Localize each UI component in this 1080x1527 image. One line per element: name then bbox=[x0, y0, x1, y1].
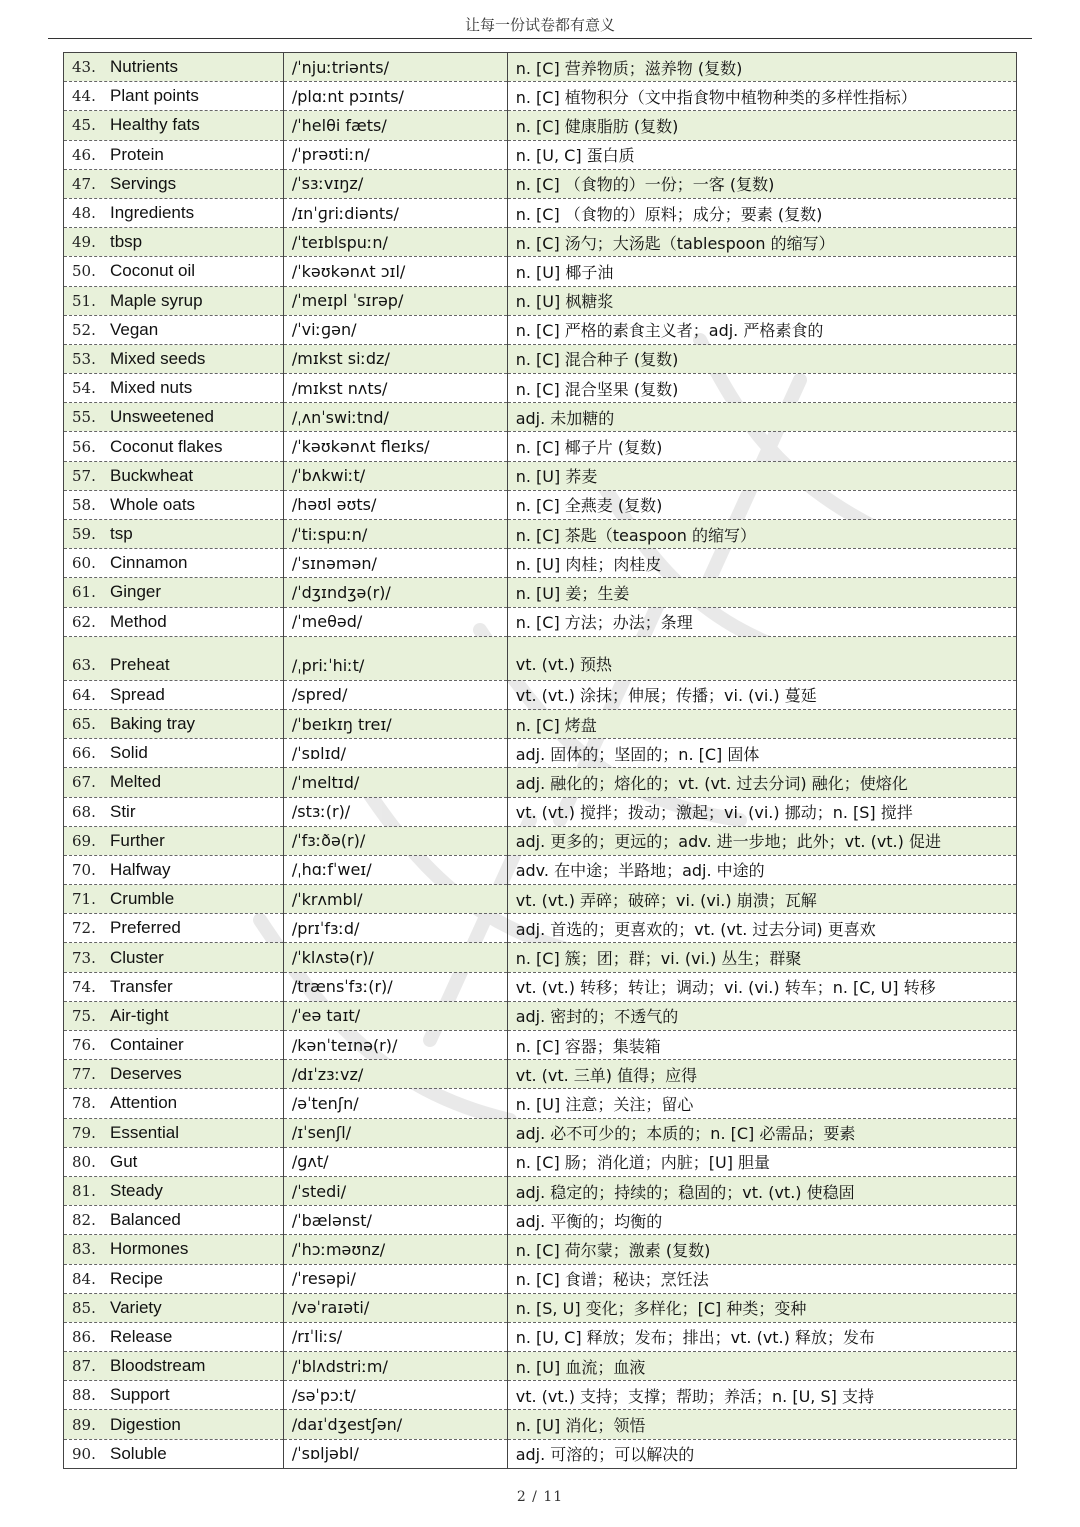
row-number: 64. bbox=[72, 685, 96, 704]
table-row bbox=[64, 739, 1017, 768]
row-number: 90. bbox=[72, 1444, 96, 1463]
word-cell bbox=[64, 169, 284, 198]
table-row bbox=[64, 636, 1017, 680]
row-number: 48. bbox=[72, 204, 96, 223]
phonetic-cell: /ˈkrʌmbl/ bbox=[283, 885, 507, 914]
phonetic-cell: /mɪkst siːdz/ bbox=[283, 344, 507, 373]
row-number: 78. bbox=[72, 1094, 96, 1113]
definition-cell: adj. 平衡的；均衡的 bbox=[507, 1206, 1016, 1235]
phonetic-cell: /ˈeə taɪt/ bbox=[283, 1001, 507, 1030]
table-row bbox=[64, 607, 1017, 636]
vocabulary-table-body bbox=[64, 53, 1017, 1469]
word-cell bbox=[64, 432, 284, 461]
vocab-word: Buckwheat bbox=[110, 465, 194, 485]
word-cell bbox=[64, 1089, 284, 1118]
vocab-word: Protein bbox=[110, 144, 164, 164]
word-cell bbox=[64, 53, 284, 82]
word-cell bbox=[64, 140, 284, 169]
phonetic-cell: /ˌʌnˈswiːtnd/ bbox=[283, 403, 507, 432]
definition-cell: n. [C] 容器；集装箱 bbox=[507, 1031, 1016, 1060]
row-number: 69. bbox=[72, 831, 96, 850]
table-row bbox=[64, 111, 1017, 140]
word-cell bbox=[64, 1176, 284, 1205]
vocab-word: Stir bbox=[110, 801, 136, 821]
vocab-word: Cluster bbox=[110, 947, 164, 967]
phonetic-cell: /ˈmeɪpl ˈsɪrəp/ bbox=[283, 286, 507, 315]
definition-cell: adj. 可溶的；可以解决的 bbox=[507, 1439, 1016, 1468]
row-number: 61. bbox=[72, 583, 96, 602]
table-row bbox=[64, 1118, 1017, 1147]
word-cell bbox=[64, 739, 284, 768]
row-number: 47. bbox=[72, 174, 96, 193]
definition-cell: adj. 固体的；坚固的；n. [C] 固体 bbox=[507, 739, 1016, 768]
phonetic-cell: /rɪˈliːs/ bbox=[283, 1322, 507, 1351]
phonetic-cell: /mɪkst nʌts/ bbox=[283, 374, 507, 403]
row-number: 57. bbox=[72, 466, 96, 485]
phonetic-cell: /dɪˈzɜːvz/ bbox=[283, 1060, 507, 1089]
definition-cell: n. [C] 肠；消化道；内脏；[U] 胆量 bbox=[507, 1147, 1016, 1176]
vocab-word: Steady bbox=[110, 1181, 163, 1201]
phonetic-cell: /ˈresəpi/ bbox=[283, 1264, 507, 1293]
table-row bbox=[64, 169, 1017, 198]
definition-cell: n. [C] 食谱；秘诀；烹饪法 bbox=[507, 1264, 1016, 1293]
definition-cell: n. [U, C] 蛋白质 bbox=[507, 140, 1016, 169]
word-cell bbox=[64, 490, 284, 519]
table-row bbox=[64, 1147, 1017, 1176]
word-cell bbox=[64, 257, 284, 286]
row-number: 81. bbox=[72, 1182, 96, 1201]
phonetic-cell: /ˈbælənst/ bbox=[283, 1206, 507, 1235]
phonetic-cell: /ˈsɒljəbl/ bbox=[283, 1439, 507, 1468]
vocab-word: Coconut flakes bbox=[110, 436, 223, 456]
phonetic-cell: /ˈklʌstə(r)/ bbox=[283, 943, 507, 972]
vocab-word: Cinnamon bbox=[110, 553, 188, 573]
word-cell bbox=[64, 403, 284, 432]
page-header-title: 让每一份试卷都有意义 bbox=[464, 16, 615, 34]
word-cell bbox=[64, 1118, 284, 1147]
page-number: 2 / 11 bbox=[516, 1489, 564, 1505]
phonetic-cell: /stɜː(r)/ bbox=[283, 797, 507, 826]
definition-cell: n. [U] 姜；生姜 bbox=[507, 578, 1016, 607]
definition-cell: vt. (vt.) 转移；转让；调动；vi. (vi.) 转车；n. [C, U] 转移 bbox=[507, 972, 1016, 1001]
definition-cell: n. [C] 严格的素食主义者；adj. 严格素食的 bbox=[507, 315, 1016, 344]
phonetic-cell: /ˈdʒɪndʒə(r)/ bbox=[283, 578, 507, 607]
word-cell bbox=[64, 1322, 284, 1351]
word-cell bbox=[64, 943, 284, 972]
phonetic-cell: /ˈbʌkwiːt/ bbox=[283, 461, 507, 490]
word-cell bbox=[64, 768, 284, 797]
definition-cell: adj. 必不可少的；本质的；n. [C] 必需品；要素 bbox=[507, 1118, 1016, 1147]
definition-cell: vt. (vt.) 弄碎；破碎；vi. (vi.) 崩溃；瓦解 bbox=[507, 885, 1016, 914]
word-cell bbox=[64, 111, 284, 140]
word-cell bbox=[64, 855, 284, 884]
definition-cell: n. [C] 方法；办法；条理 bbox=[507, 607, 1016, 636]
phonetic-cell: /ˈtiːspuːn/ bbox=[283, 520, 507, 549]
table-row bbox=[64, 943, 1017, 972]
row-number: 77. bbox=[72, 1065, 96, 1084]
definition-cell: n. [U] 枫糖浆 bbox=[507, 286, 1016, 315]
definition-cell: n. [C] 椰子片 (复数) bbox=[507, 432, 1016, 461]
vocab-word: Soluble bbox=[110, 1443, 167, 1463]
row-number: 66. bbox=[72, 744, 96, 763]
row-number: 71. bbox=[72, 890, 96, 909]
table-row bbox=[64, 490, 1017, 519]
table-row bbox=[64, 1176, 1017, 1205]
row-number: 46. bbox=[72, 145, 96, 164]
definition-cell: n. [C] 全燕麦 (复数) bbox=[507, 490, 1016, 519]
definition-cell: vt. (vt.) 预热 bbox=[507, 636, 1016, 680]
definition-cell: n. [U] 荞麦 bbox=[507, 461, 1016, 490]
word-cell bbox=[64, 680, 284, 709]
definition-cell: n. [U] 注意；关注；留心 bbox=[507, 1089, 1016, 1118]
row-number: 49. bbox=[72, 233, 96, 252]
vocab-word: Ingredients bbox=[110, 203, 195, 223]
table-row bbox=[64, 680, 1017, 709]
phonetic-cell: /ɪˈsenʃl/ bbox=[283, 1118, 507, 1147]
table-row bbox=[64, 1264, 1017, 1293]
row-number: 62. bbox=[72, 612, 96, 631]
vocab-word: Deserves bbox=[110, 1064, 182, 1084]
vocab-word: tsp bbox=[110, 524, 133, 544]
row-number: 53. bbox=[72, 349, 96, 368]
table-row bbox=[64, 1439, 1017, 1468]
word-cell bbox=[64, 914, 284, 943]
definition-cell: n. [C] 烤盘 bbox=[507, 709, 1016, 738]
table-row bbox=[64, 374, 1017, 403]
word-cell bbox=[64, 1439, 284, 1468]
table-row bbox=[64, 315, 1017, 344]
word-cell bbox=[64, 1235, 284, 1264]
phonetic-cell: /plɑːnt pɔɪnts/ bbox=[283, 82, 507, 111]
definition-cell: n. [C] （食物的）一份；一客 (复数) bbox=[507, 169, 1016, 198]
table-row bbox=[64, 972, 1017, 1001]
vocab-word: Melted bbox=[110, 772, 162, 792]
vocab-word: Preferred bbox=[110, 918, 181, 938]
phonetic-cell: /ˈblʌdstriːm/ bbox=[283, 1352, 507, 1381]
phonetic-cell: /ˈhɔːməʊnz/ bbox=[283, 1235, 507, 1264]
table-row bbox=[64, 826, 1017, 855]
definition-cell: n. [C] 簇；团；群；vi. (vi.) 丛生；群聚 bbox=[507, 943, 1016, 972]
table-row bbox=[64, 228, 1017, 257]
row-number: 75. bbox=[72, 1006, 96, 1025]
table-row bbox=[64, 1352, 1017, 1381]
vocab-word: tbsp bbox=[110, 232, 143, 252]
table-row bbox=[64, 140, 1017, 169]
definition-cell: adj. 融化的；熔化的；vt. (vt. 过去分词) 融化；使熔化 bbox=[507, 768, 1016, 797]
definition-cell: n. [C] 混合坚果 (复数) bbox=[507, 374, 1016, 403]
row-number: 54. bbox=[72, 379, 96, 398]
word-cell bbox=[64, 374, 284, 403]
table-row bbox=[64, 520, 1017, 549]
phonetic-cell: /ˈteɪblspuːn/ bbox=[283, 228, 507, 257]
row-number: 55. bbox=[72, 408, 96, 427]
definition-cell: vt. (vt.) 搅拌；拨动；激起；vi. (vi.) 挪动；n. [S] 搅拌 bbox=[507, 797, 1016, 826]
word-cell bbox=[64, 315, 284, 344]
row-number: 85. bbox=[72, 1298, 96, 1317]
vocab-word: Unsweetened bbox=[110, 407, 214, 427]
row-number: 56. bbox=[72, 437, 96, 456]
row-number: 68. bbox=[72, 802, 96, 821]
definition-cell: adj. 密封的；不透气的 bbox=[507, 1001, 1016, 1030]
vocab-word: Baking tray bbox=[110, 714, 196, 734]
table-row bbox=[64, 432, 1017, 461]
vocab-word: Transfer bbox=[110, 976, 173, 996]
vocab-word: Whole oats bbox=[110, 494, 196, 514]
word-cell bbox=[64, 520, 284, 549]
phonetic-cell: /ˈbeɪkɪŋ treɪ/ bbox=[283, 709, 507, 738]
phonetic-cell: /kənˈteɪnə(r)/ bbox=[283, 1031, 507, 1060]
row-number: 83. bbox=[72, 1240, 96, 1259]
vocab-word: Further bbox=[110, 830, 165, 850]
phonetic-cell: /ˈkəʊkənʌt ɔɪl/ bbox=[283, 257, 507, 286]
table-row bbox=[64, 1089, 1017, 1118]
phonetic-cell: /ˈhelθi fæts/ bbox=[283, 111, 507, 140]
row-number: 84. bbox=[72, 1269, 96, 1288]
phonetic-cell: /ˈmeltɪd/ bbox=[283, 768, 507, 797]
definition-cell: adv. 在中途；半路地；adj. 中途的 bbox=[507, 855, 1016, 884]
word-cell bbox=[64, 1001, 284, 1030]
definition-cell: n. [U, C] 释放；发布；排出；vt. (vt.) 释放；发布 bbox=[507, 1322, 1016, 1351]
vocab-word: Method bbox=[110, 611, 167, 631]
phonetic-cell: /səˈpɔːt/ bbox=[283, 1381, 507, 1410]
row-number: 59. bbox=[72, 525, 96, 544]
phonetic-cell: /əˈtenʃn/ bbox=[283, 1089, 507, 1118]
vocab-word: Preheat bbox=[110, 654, 170, 674]
definition-cell: adj. 首选的；更喜欢的；vt. (vt. 过去分词) 更喜欢 bbox=[507, 914, 1016, 943]
word-cell bbox=[64, 607, 284, 636]
row-number: 44. bbox=[72, 87, 96, 106]
row-number: 50. bbox=[72, 262, 96, 281]
word-cell bbox=[64, 1060, 284, 1089]
definition-cell: n. [C] 汤勺；大汤匙（tablespoon 的缩写） bbox=[507, 228, 1016, 257]
word-cell bbox=[64, 82, 284, 111]
vocabulary-table bbox=[63, 52, 1017, 1469]
row-number: 52. bbox=[72, 320, 96, 339]
table-row bbox=[64, 797, 1017, 826]
table-row bbox=[64, 286, 1017, 315]
definition-cell: vt. (vt.) 支持；支撑；帮助；养活；n. [U, S] 支持 bbox=[507, 1381, 1016, 1410]
header-rule bbox=[48, 38, 1032, 39]
phonetic-cell: /vəˈraɪəti/ bbox=[283, 1293, 507, 1322]
table-row bbox=[64, 1001, 1017, 1030]
definition-cell: n. [C] 荷尔蒙；激素 (复数) bbox=[507, 1235, 1016, 1264]
table-row bbox=[64, 578, 1017, 607]
word-cell bbox=[64, 885, 284, 914]
table-row bbox=[64, 1060, 1017, 1089]
table-row bbox=[64, 1410, 1017, 1439]
definition-cell: n. [C] 健康脂肪 (复数) bbox=[507, 111, 1016, 140]
definition-cell: n. [U] 椰子油 bbox=[507, 257, 1016, 286]
row-number: 65. bbox=[72, 715, 96, 734]
word-cell bbox=[64, 826, 284, 855]
vocab-word: Halfway bbox=[110, 859, 171, 879]
word-cell bbox=[64, 198, 284, 227]
definition-cell: n. [C] 植物积分（文中指食物中植物种类的多样性指标） bbox=[507, 82, 1016, 111]
phonetic-cell: /ˈmeθəd/ bbox=[283, 607, 507, 636]
definition-cell: n. [C] （食物的）原料；成分；要素 (复数) bbox=[507, 198, 1016, 227]
phonetic-cell: /ˈkəʊkənʌt fleɪks/ bbox=[283, 432, 507, 461]
phonetic-cell: /ˈsɒlɪd/ bbox=[283, 739, 507, 768]
row-number: 70. bbox=[72, 860, 96, 879]
word-cell bbox=[64, 1381, 284, 1410]
definition-cell: n. [U] 肉桂；肉桂皮 bbox=[507, 549, 1016, 578]
phonetic-cell: /ˈnjuːtriənts/ bbox=[283, 53, 507, 82]
phonetic-cell: /daɪˈdʒestʃən/ bbox=[283, 1410, 507, 1439]
table-row bbox=[64, 768, 1017, 797]
vocab-word: Air-tight bbox=[110, 1005, 169, 1025]
phonetic-cell: /spred/ bbox=[283, 680, 507, 709]
definition-cell: n. [U] 消化；领悟 bbox=[507, 1410, 1016, 1439]
row-number: 58. bbox=[72, 495, 96, 514]
table-row bbox=[64, 885, 1017, 914]
table-row bbox=[64, 914, 1017, 943]
definition-cell: adj. 稳定的；持续的；稳固的；vt. (vt.) 使稳固 bbox=[507, 1176, 1016, 1205]
vocab-word: Maple syrup bbox=[110, 290, 203, 310]
definition-cell: n. [C] 混合种子 (复数) bbox=[507, 344, 1016, 373]
vocab-word: Healthy fats bbox=[110, 115, 200, 135]
word-cell bbox=[64, 1264, 284, 1293]
row-number: 63. bbox=[72, 655, 96, 674]
phonetic-cell: /ˌpriːˈhiːt/ bbox=[283, 636, 507, 680]
row-number: 74. bbox=[72, 977, 96, 996]
vocab-word: Essential bbox=[110, 1122, 179, 1142]
table-row bbox=[64, 461, 1017, 490]
vocab-word: Solid bbox=[110, 743, 148, 763]
row-number: 60. bbox=[72, 554, 96, 573]
word-cell bbox=[64, 1147, 284, 1176]
table-row bbox=[64, 855, 1017, 884]
table-row bbox=[64, 709, 1017, 738]
word-cell bbox=[64, 1352, 284, 1381]
table-row bbox=[64, 82, 1017, 111]
table-row bbox=[64, 1322, 1017, 1351]
row-number: 79. bbox=[72, 1123, 96, 1142]
vocab-word: Release bbox=[110, 1326, 173, 1346]
row-number: 80. bbox=[72, 1152, 96, 1171]
vocab-word: Vegan bbox=[110, 319, 159, 339]
definition-cell: n. [C] 营养物质；滋养物 (复数) bbox=[507, 53, 1016, 82]
phonetic-cell: /trænsˈfɜː(r)/ bbox=[283, 972, 507, 1001]
table-row bbox=[64, 1235, 1017, 1264]
phonetic-cell: /ˈprəʊtiːn/ bbox=[283, 140, 507, 169]
word-cell bbox=[64, 461, 284, 490]
phonetic-cell: /ˈviːɡən/ bbox=[283, 315, 507, 344]
word-cell bbox=[64, 549, 284, 578]
vocab-word: Spread bbox=[110, 684, 165, 704]
row-number: 87. bbox=[72, 1357, 96, 1376]
phonetic-cell: /ˌhɑːfˈweɪ/ bbox=[283, 855, 507, 884]
phonetic-cell: /ˈsɜːvɪŋz/ bbox=[283, 169, 507, 198]
row-number: 45. bbox=[72, 116, 96, 135]
word-cell bbox=[64, 972, 284, 1001]
word-cell bbox=[64, 709, 284, 738]
word-cell bbox=[64, 228, 284, 257]
word-cell bbox=[64, 286, 284, 315]
table-row bbox=[64, 53, 1017, 82]
vocab-word: Recipe bbox=[110, 1268, 163, 1288]
vocab-word: Container bbox=[110, 1035, 184, 1055]
row-number: 88. bbox=[72, 1386, 96, 1405]
word-cell bbox=[64, 1031, 284, 1060]
word-cell bbox=[64, 1293, 284, 1322]
table-row bbox=[64, 344, 1017, 373]
word-cell bbox=[64, 1410, 284, 1439]
vocab-word: Crumble bbox=[110, 889, 175, 909]
vocab-word: Digestion bbox=[110, 1414, 181, 1434]
table-row bbox=[64, 1381, 1017, 1410]
vocab-word: Balanced bbox=[110, 1210, 181, 1230]
definition-cell: n. [S, U] 变化；多样化；[C] 种类；变种 bbox=[507, 1293, 1016, 1322]
row-number: 67. bbox=[72, 773, 96, 792]
definition-cell: n. [U] 血流；血液 bbox=[507, 1352, 1016, 1381]
vocab-word: Mixed seeds bbox=[110, 348, 206, 368]
table-row bbox=[64, 403, 1017, 432]
row-number: 76. bbox=[72, 1036, 96, 1055]
phonetic-cell: /ɡʌt/ bbox=[283, 1147, 507, 1176]
row-number: 89. bbox=[72, 1415, 96, 1434]
row-number: 43. bbox=[72, 58, 96, 77]
phonetic-cell: /ˈfɜːðə(r)/ bbox=[283, 826, 507, 855]
vocab-word: Coconut oil bbox=[110, 261, 196, 281]
table-row bbox=[64, 1031, 1017, 1060]
vocab-word: Nutrients bbox=[110, 57, 179, 77]
row-number: 51. bbox=[72, 291, 96, 310]
table-row bbox=[64, 549, 1017, 578]
definition-cell: adj. 更多的；更远的；adv. 进一步地；此外；vt. (vt.) 促进 bbox=[507, 826, 1016, 855]
definition-cell: n. [C] 茶匙（teaspoon 的缩写） bbox=[507, 520, 1016, 549]
word-cell bbox=[64, 797, 284, 826]
table-row bbox=[64, 198, 1017, 227]
row-number: 86. bbox=[72, 1327, 96, 1346]
word-cell bbox=[64, 578, 284, 607]
row-number: 73. bbox=[72, 948, 96, 967]
vocab-word: Plant points bbox=[110, 86, 199, 106]
word-cell bbox=[64, 1206, 284, 1235]
table-row bbox=[64, 1293, 1017, 1322]
phonetic-cell: /ˈsɪnəmən/ bbox=[283, 549, 507, 578]
vocab-word: Servings bbox=[110, 173, 177, 193]
row-number: 82. bbox=[72, 1211, 96, 1230]
vocab-word: Mixed nuts bbox=[110, 378, 193, 398]
vocab-word: Variety bbox=[110, 1297, 162, 1317]
definition-cell: vt. (vt. 三单) 值得；应得 bbox=[507, 1060, 1016, 1089]
vocab-word: Bloodstream bbox=[110, 1356, 206, 1376]
phonetic-cell: /ɪnˈɡriːdiənts/ bbox=[283, 198, 507, 227]
phonetic-cell: /ˈstedi/ bbox=[283, 1176, 507, 1205]
phonetic-cell: /prɪˈfɜːd/ bbox=[283, 914, 507, 943]
definition-cell: adj. 未加糖的 bbox=[507, 403, 1016, 432]
table-row bbox=[64, 257, 1017, 286]
vocab-word: Hormones bbox=[110, 1239, 189, 1259]
vocab-word: Gut bbox=[110, 1151, 138, 1171]
vocab-word: Ginger bbox=[110, 582, 162, 602]
definition-cell: vt. (vt.) 涂抹；伸展；传播；vi. (vi.) 蔓延 bbox=[507, 680, 1016, 709]
vocab-word: Support bbox=[110, 1385, 170, 1405]
word-cell bbox=[64, 344, 284, 373]
row-number: 72. bbox=[72, 919, 96, 938]
word-cell bbox=[64, 636, 284, 680]
vocab-word: Attention bbox=[110, 1093, 178, 1113]
phonetic-cell: /həʊl əʊts/ bbox=[283, 490, 507, 519]
table-row bbox=[64, 1206, 1017, 1235]
